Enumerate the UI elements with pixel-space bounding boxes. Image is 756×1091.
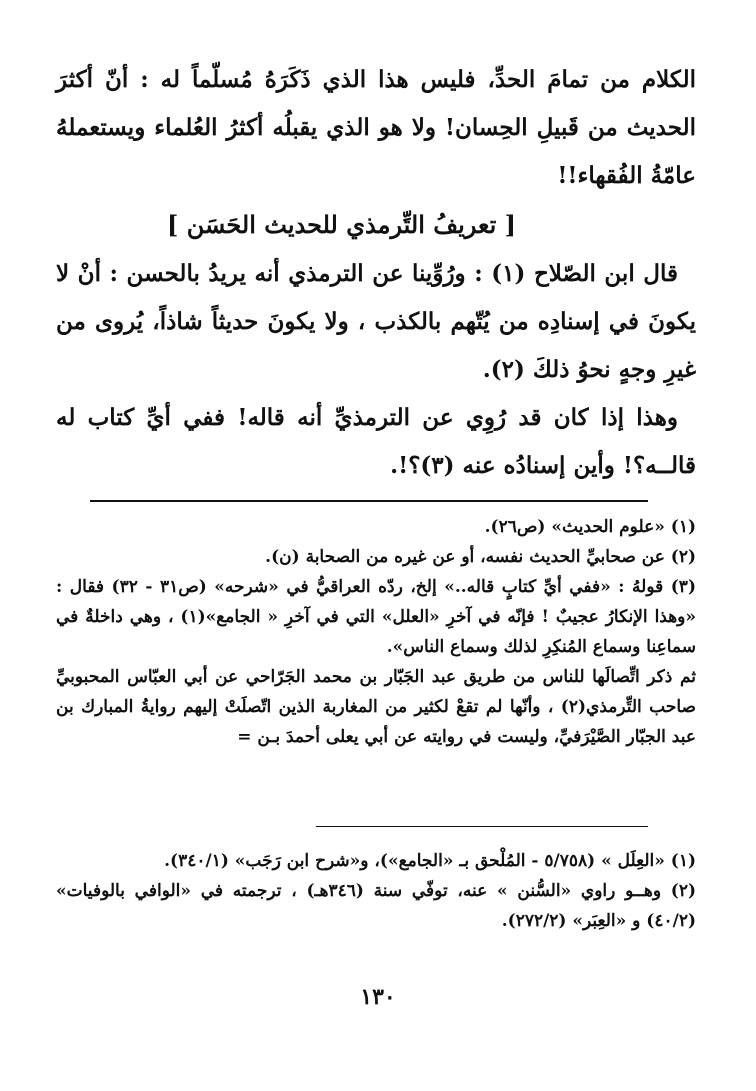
footnote-separator: [90, 500, 648, 502]
paragraph-1: الكلام من تمامَ الحدِّ، فليس هذا الذي ذَكَرَهُ مُسلّماً له : أنّ أكثرَ الحديث من قَبيلِ الحِسان! ولا هو الذي يقبلُه أكثرُ العُلماء ويستعملهُ عامّةُ الفُقهاء!!: [56, 66, 696, 189]
sub-footnote-separator: [316, 826, 648, 827]
sub-footnote-2: (٢) وهــو راوي «السُّنن » عنه، توفّي سنة (٣٤٦هـ) ، ترجمته في «الوافي بالوفيات» (٤٠/٢) و «العِبَر» (٢٧٢/٢).: [56, 881, 696, 931]
paragraph-3: وهذا إذا كان قد رُوِي عن الترمذيِّ أنه قاله! ففي أيِّ كتاب له قالــه؟! وأين إسنادُه عنه (٣)؟!.: [56, 404, 696, 479]
footnote-3-continued: ثم ذكر اتِّصالَها للناس من طريق عبد الجَبّار بن محمد الجَرّاحي عن أبي العبّاس المحبوبيِّ صاحب التِّرمذي(٢) ، وأنّها لم تقعْ لكثير من المغاربة الذين اتّصلَتْ إليهم روايةُ المبارك بن عبد الجبّار الصَّيْرَفيِّ، وليست في روايته عن أبي يعلى أحمدَ بـن =: [56, 667, 696, 747]
section-heading: [ تعريفُ التِّرمذي للحديث الحَسَن ]: [167, 210, 516, 239]
footnotes-main: [56, 512, 696, 752]
footnote-2: (٢) عن صحابيِّ الحديث نفسه، أو عن غيره من الصحابة (ن).: [265, 547, 696, 567]
footnote-1: (١) «علوم الحديث» (ص٢٦).: [484, 517, 696, 537]
footnotes-sub: [56, 846, 696, 936]
main-text: [56, 56, 696, 490]
paragraph-2: قال ابن الصّلاح (١) : ورُوِّينا عن الترمذي أنه يريدُ بالحسن : أنْ لا يكونَ في إسنادِه من يُتّهم بالكذب ، ولا يكونَ حديثاً شاذاً، يُروى من غيرِ وجهٍ نحوُ ذلكَ (٢).: [56, 260, 696, 383]
footnote-3: (٣) قولهُ : «ففي أيِّ كتابٍ قاله..» إلخ، ردّه العراقيُّ في «شرحه» (ص٣١ - ٣٢) فقال : «وهذا الإنكارُ عجيبٌ ! فإنّه في آخرِ «العلل» التي في آخرِ « الجامع»(١) ، وهي داخلةٌ في سماعِنا وسماع المُنكِرِ لذلك وسماع الناس».: [56, 577, 697, 657]
page-number: ١٣٠: [360, 984, 396, 1010]
sub-footnote-1: (١) «العِلَل » (٥/٧٥٨ - المُلْحق بـ «الجامع»)، و«شرح ابن رَجَب» (٣٤٠/١).: [164, 851, 696, 871]
